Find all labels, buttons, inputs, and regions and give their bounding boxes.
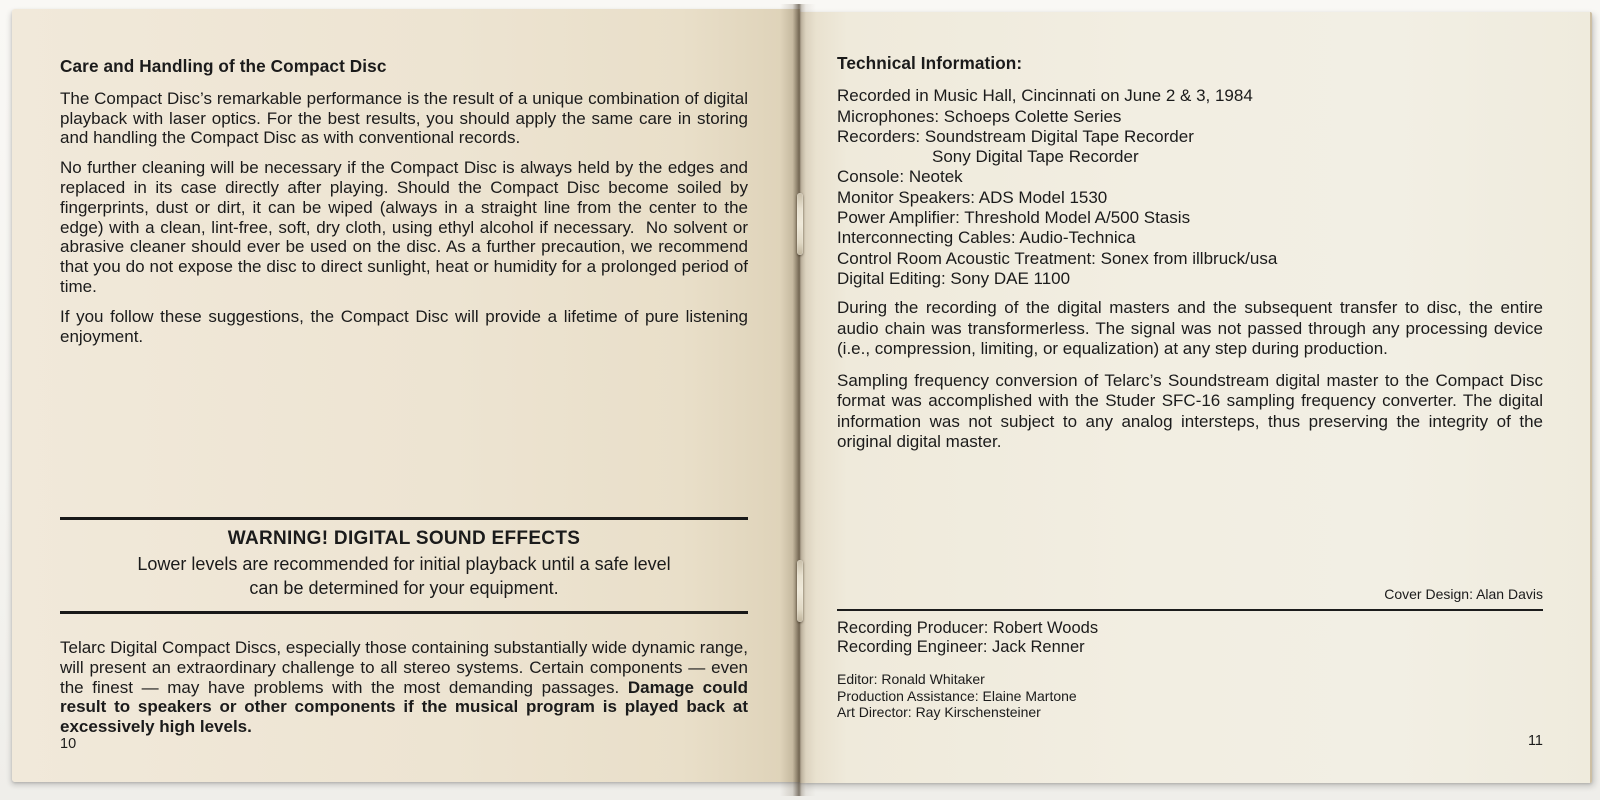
- credit-line: Art Director: Ray Kirschensteiner: [837, 704, 1041, 720]
- credit-line: Recording Engineer: Jack Renner: [837, 638, 1085, 656]
- tech-info-line: Console: Neotek: [837, 167, 963, 187]
- credit-line: Production Assistance: Elaine Martone: [837, 687, 1077, 704]
- credits-divider: [837, 609, 1543, 611]
- staple: [797, 560, 803, 622]
- tech-info-line: Microphones: Schoeps Colette Series: [837, 106, 1122, 126]
- staple: [797, 193, 803, 255]
- credit-line: Recording Producer: Robert Woods: [837, 619, 1099, 637]
- warning-text-line: can be determined for your equipment.: [249, 577, 559, 598]
- care-paragraph: The Compact Disc’s remarkable performance is the result of a unique combination of digital playback with laser optics. For the best results, you should apply the same care in storing and handling the Compact Disc as with conventional records.: [60, 88, 748, 148]
- tech-info-line: Recorders: Soundstream Digital Tape Recorder: [837, 126, 1194, 146]
- tech-info-line: Interconnecting Cables: Audio-Technica: [837, 228, 1136, 248]
- booklet-page-right: [800, 12, 1592, 783]
- technical-paragraph: Sampling frequency conversion of Telarc’s Soundstream digital master to the Compact Disc format was accomplished with the Studer SFC-16 sampling frequency converter. The digital information was not subject to any analog intersteps, thus preserving the integrity of the original digital master.: [837, 371, 1543, 452]
- tech-info-line: Digital Editing: Sony DAE 1100: [837, 268, 1071, 288]
- warning-title: WARNING! DIGITAL SOUND EFFECTS: [227, 528, 581, 549]
- telarc-caution-paragraph: [60, 638, 748, 737]
- credits-primary: [837, 619, 1543, 657]
- tech-info-line: Sony Digital Tape Recorder: [932, 147, 1139, 167]
- right-page-content: [837, 53, 1543, 452]
- care-paragraph: If you follow these suggestions, the Compact Disc will provide a lifetime of pure listening enjoyment.: [60, 306, 748, 346]
- credit-line: Editor: Ronald Whitaker: [837, 671, 985, 687]
- left-page-content: [60, 57, 748, 356]
- cover-design-credit: Cover Design: Alan Davis: [1384, 586, 1543, 602]
- tech-info-line: Power Amplifier: Threshold Model A/500 Stasis: [837, 208, 1191, 228]
- tech-info-line: Monitor Speakers: ADS Model 1530: [837, 187, 1108, 207]
- technical-paragraph: During the recording of the digital masters and the subsequent transfer to disc, the entire audio chain was transformerless. The signal was not passed through any processing device (i.e., compression, limiting, or equalization) at any step during production.: [837, 298, 1543, 358]
- warning-box: [60, 517, 748, 614]
- care-handling-heading: Care and Handling of the Compact Disc: [60, 56, 387, 76]
- credits-secondary: [837, 671, 1543, 721]
- warning-text-line: Lower levels are recommended for initial playback until a safe level: [137, 554, 671, 574]
- page-number-left: 10: [60, 736, 77, 752]
- tech-info-line: Control Room Acoustic Treatment: Sonex from illbruck/usa: [837, 248, 1278, 268]
- page-number-right: 11: [1527, 733, 1543, 749]
- telarc-caution-bold: Damage could result to speakers or other components if the musical program is played back at excessively high levels.: [60, 677, 749, 737]
- booklet-fold-gutter: [780, 4, 816, 796]
- care-paragraph: No further cleaning will be necessary if the Compact Disc is always held by the edges and replaced in its case directly after playing. Should the Compact Disc become soiled by fingerprints, dust or dirt, it can be wiped (always in a straight line from the center to the edge) with a clean, lint-free, soft, dry cloth, using ethyl alcohol if necessary. No solvent or abrasive cleaner should ever be used on the disc. As a further precaution, we recommend that you do not expose the disc to direct sunlight, heat or humidity for a prolonged period of time.: [60, 158, 748, 296]
- telarc-caution-normal: Telarc Digital Compact Discs, especially those containing substantially wide dynamic range, will present an extraordinary challenge to all stereo systems. Certain components — even the finest — may have problems with the most demanding passages.: [60, 638, 748, 697]
- booklet-page-left: [12, 9, 800, 782]
- technical-information-heading: Technical Information:: [837, 53, 1023, 73]
- tech-info-line: Recorded in Music Hall, Cincinnati on June 2 & 3, 1984: [837, 86, 1253, 106]
- credits-section: [837, 586, 1543, 721]
